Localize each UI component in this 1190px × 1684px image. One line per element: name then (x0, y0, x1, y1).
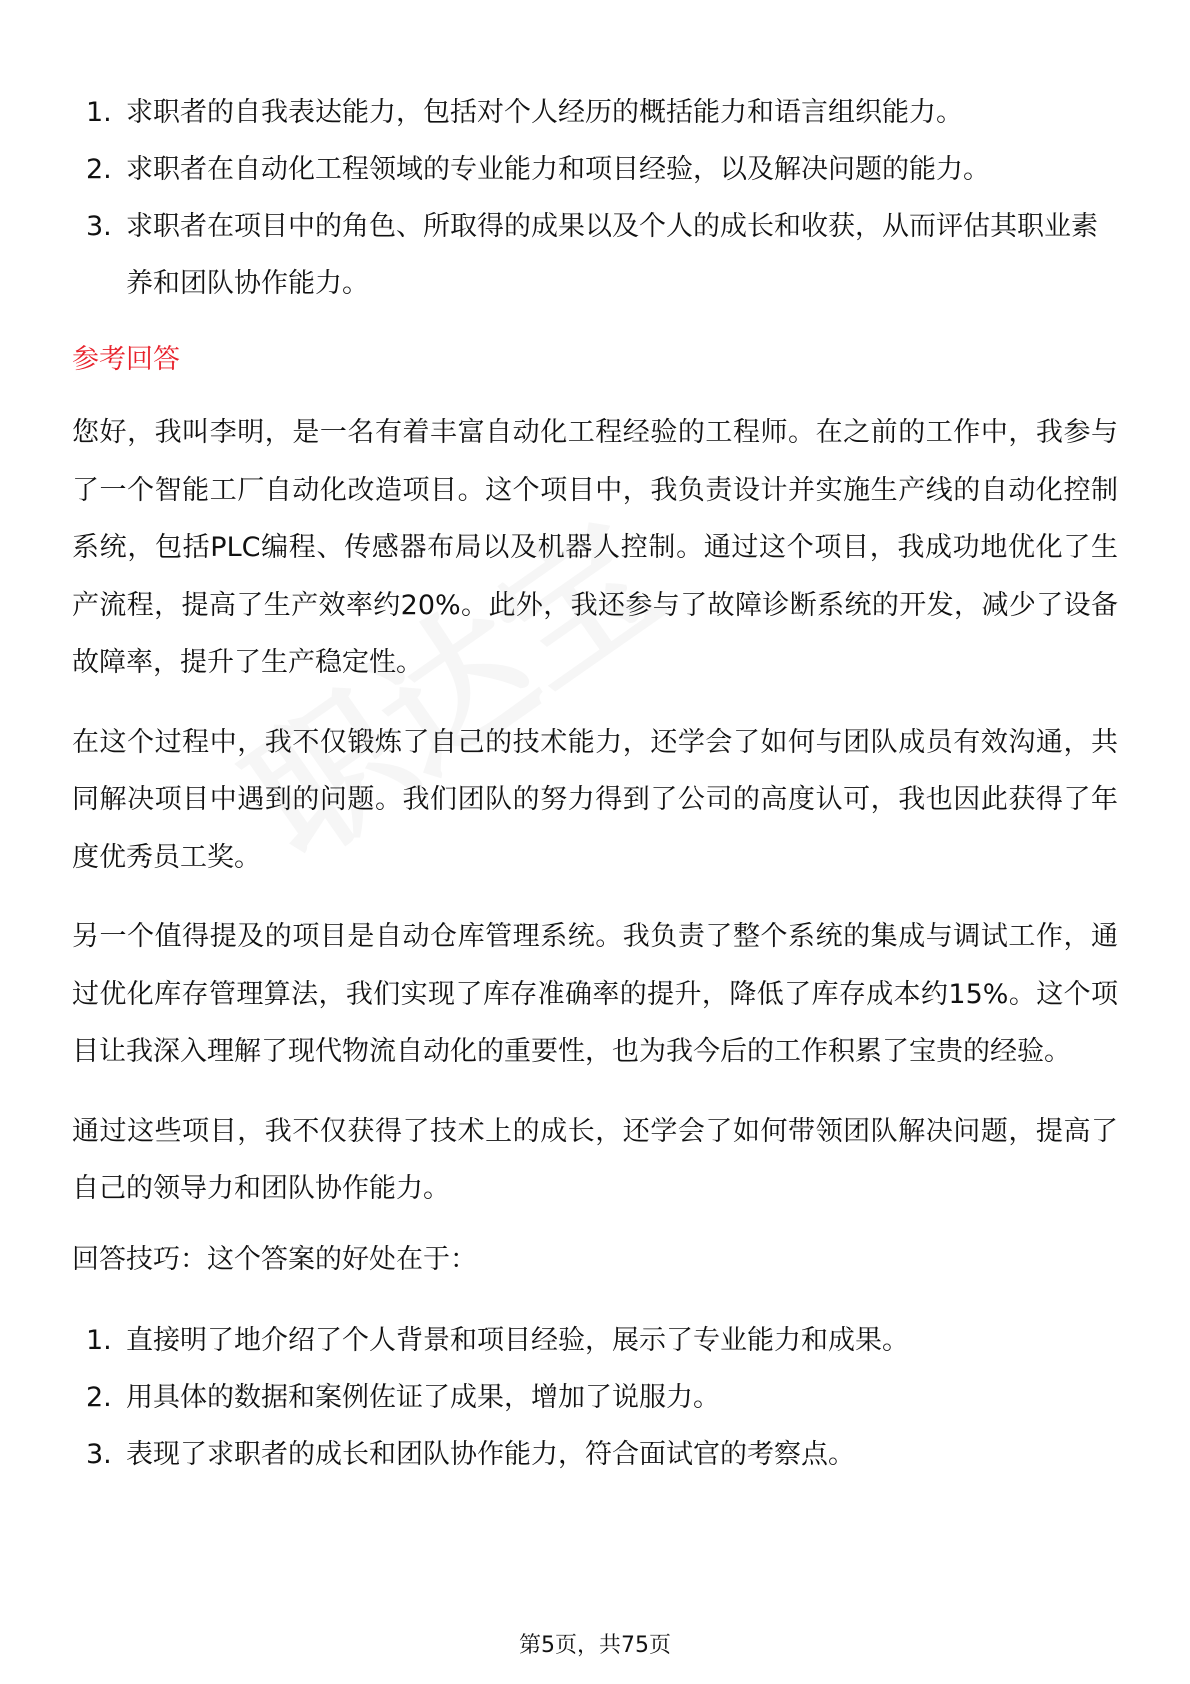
answer-paragraph: 通过这些项目，我不仅获得了技术上的成长，还学会了如何带领团队解决问题，提高了自己的领导力和团队协作能力。 (72, 1115, 1118, 1204)
list-item: 1. 求职者的自我表达能力，包括对个人经历的概括能力和语言组织能力。 (86, 97, 963, 128)
answer-paragraph: 您好，我叫李明，是一名有着丰富自动化工程经验的工程师。在之前的工作中，我参与了一个智能工厂自动化改造项目。这个项目中，我负责设计并实施生产线的自动化控制系统，包括PLC编程、传感器布局以及机器人控制。通过这个项目，我成功地优化了生产流程，提高了生产效率约20%。此外，我还参与了故障诊断系统的开发，减少了设备故障率，提升了生产稳定性。 (72, 417, 1118, 678)
section-heading: 参考回答 (72, 344, 180, 375)
list-item: 3. 求职者在项目中的角色、所取得的成果以及个人的成长和收获，从而评估其职业素养和团队协作能力。 (86, 211, 1098, 299)
list-item: 3. 表现了求职者的成长和团队协作能力，符合面试官的考察点。 (86, 1438, 855, 1470)
evaluation-points-list (72, 84, 1118, 312)
page-content (72, 84, 1118, 1483)
tips-label: 回答技巧：这个答案的好处在于： (72, 1243, 477, 1275)
tips-list (72, 1312, 1118, 1483)
list-item-text: 求职者在项目中的角色、所取得的成果以及个人的成长和收获，从而评估其职业素养和团队协作能力。 (126, 211, 1098, 299)
page-number: 第5页，共75页 (519, 1633, 671, 1658)
answer-paragraph: 另一个值得提及的项目是自动仓库管理系统。我负责了整个系统的集成与调试工作，通过优化库存管理算法，我们实现了库存准确率的提升，降低了库存成本约15%。这个项目让我深入理解了现代物流自动化的重要性，也为我今后的工作积累了宝贵的经验。 (72, 921, 1118, 1067)
list-item-text: 求职者的自我表达能力，包括对个人经历的概括能力和语言组织能力。 (126, 97, 963, 128)
list-item-text: 表现了求职者的成长和团队协作能力，符合面试官的考察点。 (126, 1438, 855, 1470)
answer-paragraph: 在这个过程中，我不仅锻炼了自己的技术能力，还学会了如何与团队成员有效沟通，共同解决项目中遇到的问题。我们团队的努力得到了公司的高度认可，我也因此获得了年度优秀员工奖。 (72, 726, 1118, 873)
list-item-text: 用具体的数据和案例佐证了成果，增加了说服力。 (126, 1381, 720, 1413)
list-item-text: 直接明了地介绍了个人背景和项目经验，展示了专业能力和成果。 (126, 1324, 909, 1356)
list-item-text: 求职者在自动化工程领域的专业能力和项目经验，以及解决问题的能力。 (126, 154, 990, 185)
list-item: 2. 用具体的数据和案例佐证了成果，增加了说服力。 (86, 1381, 720, 1413)
list-item: 2. 求职者在自动化工程领域的专业能力和项目经验，以及解决问题的能力。 (86, 154, 990, 185)
list-item: 1. 直接明了地介绍了个人背景和项目经验，展示了专业能力和成果。 (86, 1324, 909, 1356)
